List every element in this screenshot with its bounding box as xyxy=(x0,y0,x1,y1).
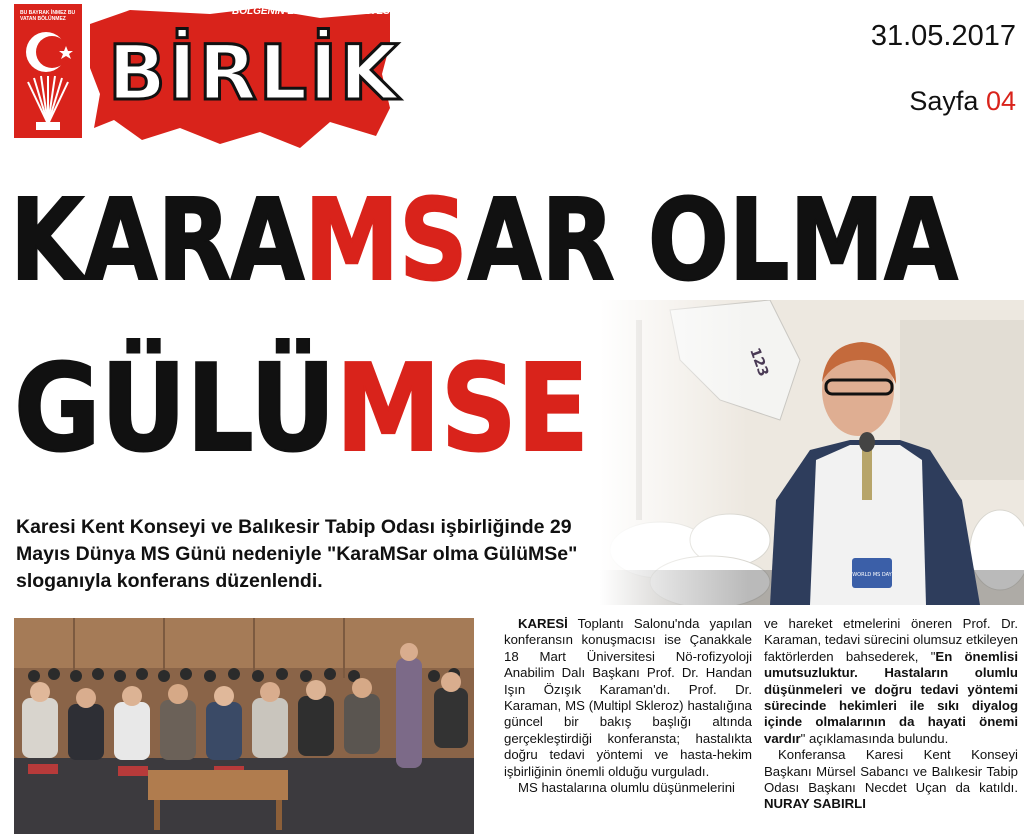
paragraph: MS hastalarına olumlu düşünmelerini xyxy=(518,780,735,796)
paragraph-text: ve hareket etmelerini öneren Prof. Dr. Karaman, tedavi sürecini olumsuz etkileyen faktörlerden bahsederek, " xyxy=(764,616,1018,664)
dateline: KARESİ xyxy=(518,616,568,631)
page-label: Sayfa xyxy=(909,86,979,116)
newspaper-emblem xyxy=(14,4,82,138)
issue-date: 31.05.2017 xyxy=(870,20,1016,52)
headline-part: AR OLMA xyxy=(467,176,958,306)
paragraph xyxy=(764,747,1018,813)
paragraph xyxy=(504,616,752,780)
paragraph-text: Konferansa Karesi Kent Konseyi Başkanı Mürsel Sabancı ve Balıkesir Tabip Odası Başkanı Necdet Uçan da katıldı. xyxy=(764,747,1018,796)
quote: En önemlisi umutsuzluktur. Hastaların olumlu düşünmeleri ve doğru tedavi yöntemi sürecinde hekimleri ile sıkı diyalog içinde olmalarının da hayati önemi vardır xyxy=(764,648,1019,746)
paragraph xyxy=(764,616,1018,747)
page-number: 04 xyxy=(985,86,1016,116)
newspaper-logo: BİRLİK xyxy=(108,28,401,117)
byline: NURAY SABIRLI xyxy=(764,796,866,812)
crescent-star-icon xyxy=(14,4,82,138)
headline-part: KARA xyxy=(10,176,305,306)
audience-photo xyxy=(14,618,474,834)
headline-highlight: MSE xyxy=(335,340,589,479)
headline-highlight: MS xyxy=(304,176,468,306)
emblem-motto: BU BAYRAK İNMEZ BU VATAN BÖLÜNMEZ xyxy=(20,10,76,22)
headline-line-1 xyxy=(10,176,958,306)
paragraph-text: " açıklamasında bulundu. xyxy=(800,730,949,746)
page-indicator xyxy=(820,86,1016,117)
article-lead: Karesi Kent Konseyi ve Balıkesir Tabip Odası işbirliğinde 29 Mayıs Dünya MS Günü nedeniyle "KaraMSar olma GülüMSe" sloganıyla konferans düzenlendi. xyxy=(16,516,578,592)
newspaper-tagline: BÖLGENİN EN GÜÇLÜ GAZETESİ xyxy=(232,6,393,17)
speaker-photo xyxy=(600,300,1024,605)
headline-line-2 xyxy=(14,340,589,480)
headline-part: GÜLÜ xyxy=(14,340,336,479)
article-column-1 xyxy=(504,616,752,796)
paragraph-text: Toplantı Salonu'nda yapılan konferansın konuşmacısı ise Çanakkale 18 Mart Üniversitesi Nö-rofizyoloji Anabilim Dalı Başkanı Prof. Dr. Handan Işın Özışık Karaman'dı. Prof. Dr. Karaman, MS (Multipl Skleroz) hastalığına güncel bir bakış başlığı altında gerçekleştirdiği konferansta; hastalıkta doğru tedavi yöntemi ve hasta-hekim işbirliğinin önemli olduğu vurguladı. xyxy=(504,616,752,779)
article-column-2 xyxy=(764,616,1018,813)
